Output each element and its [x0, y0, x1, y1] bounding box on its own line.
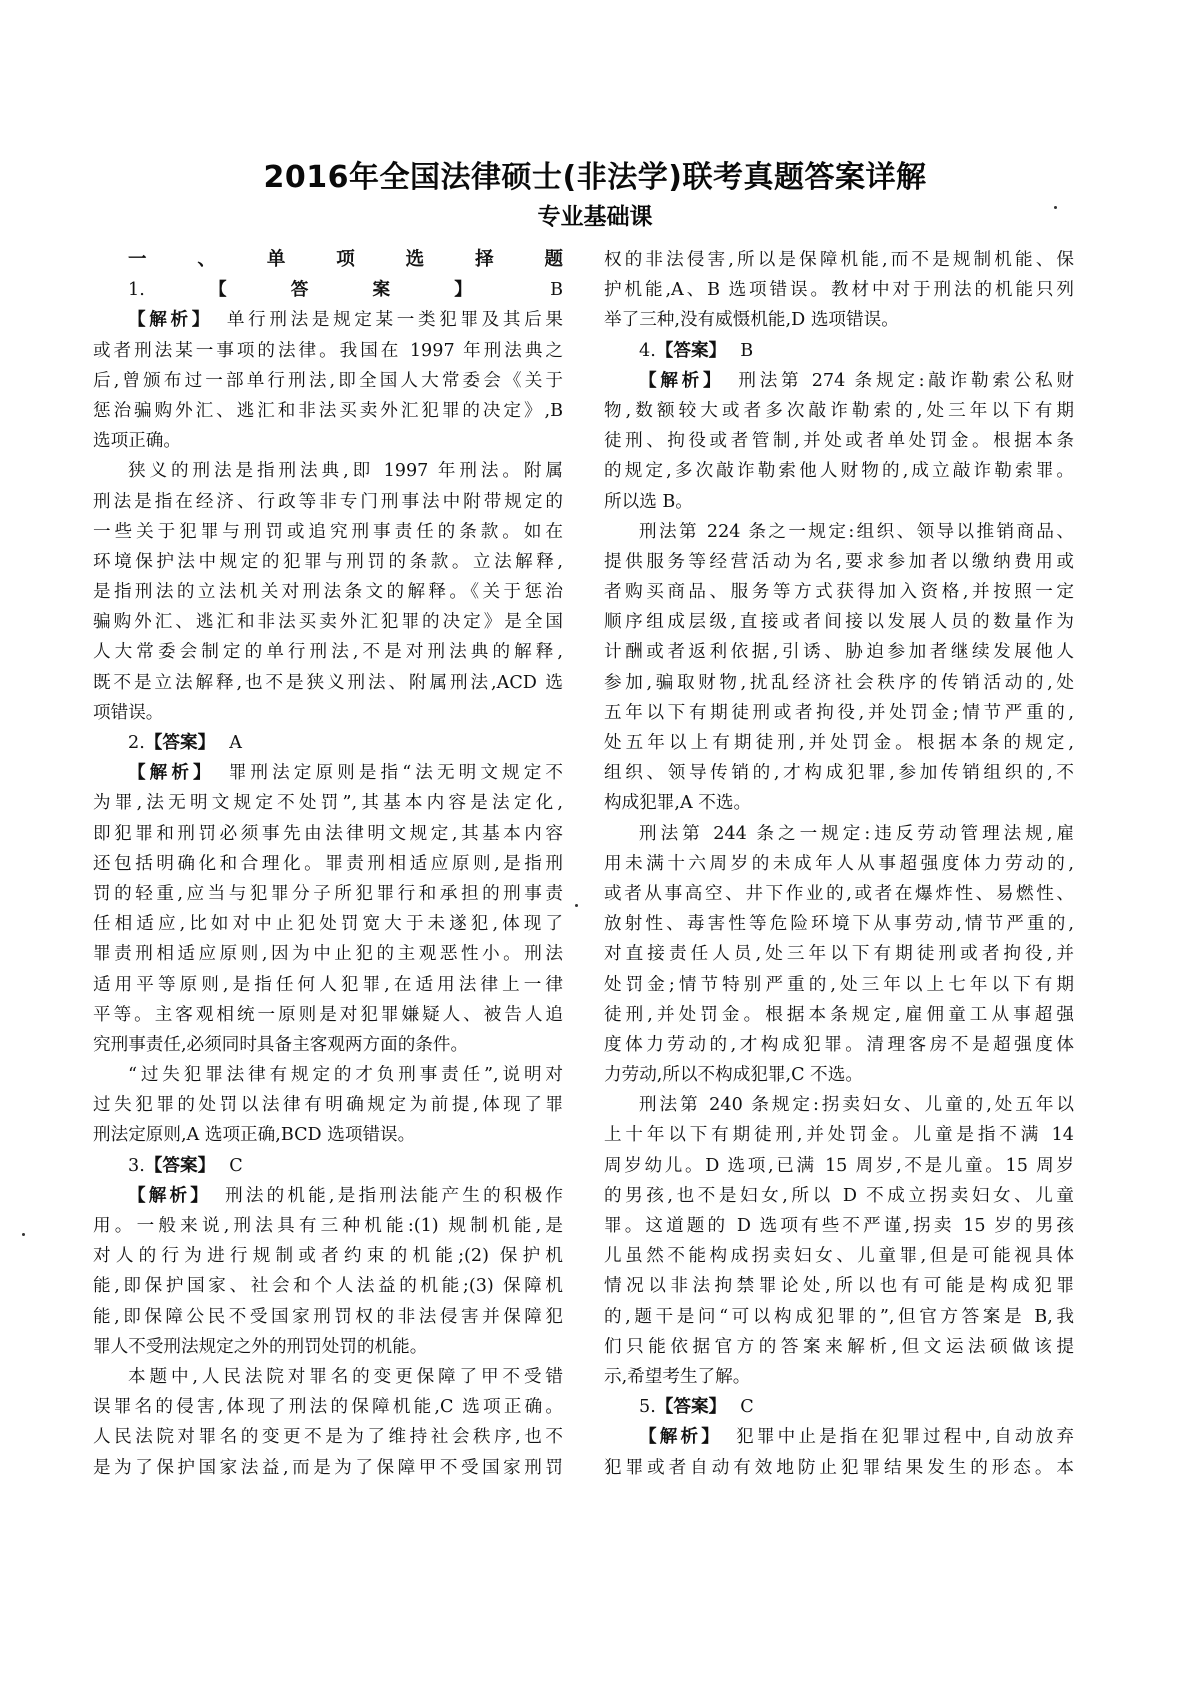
text-line: 的男孩,也不是妇女,所以 D 不成立拐卖妇女、儿童: [604, 1185, 1074, 1206]
right-column: [604, 245, 1074, 1483]
text: 单行刑法是规定某一类犯罪及其后果: [226, 310, 563, 331]
text: 刑法的机能,是指刑法能产生的积极作: [225, 1185, 563, 1206]
analysis-line: [93, 1181, 563, 1211]
answer-q4: [604, 336, 1074, 366]
text-line: 构成犯罪,A 不选。: [604, 793, 752, 814]
text-line: 举了三种,没有威慑机能,D 选项错误。: [604, 310, 899, 331]
text-line: 顺序组成层级,直接或者间接以发展人员的数量作为: [604, 612, 1074, 633]
text-line: 罪。这道题的 D 选项有些不严谨,拐卖 15 岁的男孩: [604, 1216, 1074, 1236]
text-line: 计酬或者返利依据,引诱、胁迫参加者继续发展他人: [604, 642, 1074, 663]
text-line: 处罚金;情节特别严重的,处三年以上七年以下有期: [604, 974, 1074, 995]
text-line: 后,曾颁布过一部单行刑法,即全国人大常委会《关于: [93, 370, 563, 391]
text-line: 或者从事高空、井下作业的,或者在爆炸性、易燃性、: [604, 883, 1074, 904]
text-line: 用。一般来说,刑法具有三种机能:(1) 规制机能,是: [93, 1216, 563, 1236]
text-line: 犯罪或者自动有效地防止犯罪结果发生的形态。本: [604, 1457, 1074, 1478]
text-line: 对人的行为进行规制或者约束的机能;(2) 保护机: [93, 1246, 563, 1267]
text-line: 五年以下有期徒刑或者拘役,并处罚金;情节严重的,: [604, 702, 1074, 723]
answer-q1: [93, 275, 563, 305]
text-line: 人大常委会制定的单行刑法,不是对刑法典的解释,: [93, 642, 563, 663]
text-line: 过失犯罪的处罚以法律有明确规定为前提,体现了罪: [93, 1095, 563, 1116]
question-number: 1.: [128, 280, 145, 301]
answer-tag: 【答案】: [144, 1155, 216, 1176]
text-line: 罪责刑相适应原则,因为中止犯的主观恶性小。刑法: [93, 944, 563, 965]
text-line: 提供服务等经营活动为名,要求参加者以缴纳费用或: [604, 551, 1074, 572]
text-line: 护机能,A、B 选项错误。教材中对于刑法的机能只列: [604, 280, 1074, 301]
answer-q2: [93, 728, 563, 758]
page-title: 2016年全国法律硕士(非法学)联考真题答案详解: [263, 160, 927, 195]
question-number: 3.: [128, 1155, 145, 1176]
text-line: 物,数额较大或者多次敲诈勒索的,处三年以下有期: [604, 400, 1074, 421]
text-line: 者购买商品、服务等方式获得加入资格,并按照一定: [604, 582, 1074, 603]
text-line: 项错误。: [93, 702, 164, 723]
text-line: 放射性、毒害性等危险环境下从事劳动,情节严重的,: [604, 914, 1074, 935]
text-line: 狭义的刑法是指刑法典,即 1997 年刑法。附属: [128, 461, 563, 482]
text-line: 一些关于犯罪与刑罚或追究刑事责任的条款。如在: [93, 521, 563, 542]
page-subtitle: 专业基础课: [537, 204, 653, 230]
text-line: 既不是立法解释,也不是狭义刑法、附属刑法,ACD 选: [93, 672, 563, 693]
text-line: 刑法第 224 条之一规定:组织、领导以推销商品、: [639, 521, 1074, 542]
analysis-line: [93, 305, 563, 335]
text-line: 为罪,法无明文规定不处罚”,其基本内容是法定化,: [93, 793, 563, 814]
text-line: “过失犯罪法律有规定的才负刑事责任”,说明对: [128, 1065, 563, 1086]
text-line: 组织、领导传销的,才构成犯罪,参加传销组织的,不: [604, 763, 1074, 784]
analysis-tag: 【解析】: [128, 763, 215, 784]
text-line: 示,希望考生了解。: [604, 1366, 751, 1387]
text-line: 用未满十六周岁的未成年人从事超强度体力劳动的,: [604, 853, 1074, 874]
text-line: 儿虽然不能构成拐卖妇女、儿童罪,但是可能视具体: [604, 1246, 1074, 1267]
text-line: 即犯罪和刑罚必须事先由法律明文规定,其基本内容: [93, 823, 563, 844]
text-line: 惩治骗购外汇、逃汇和非法买卖外汇犯罪的决定》,B: [93, 400, 563, 421]
text-line: 能,即保护国家、社会和个人法益的机能;(3) 保障机: [93, 1276, 563, 1297]
text-line: 上十年以下有期徒刑,并处罚金。儿童是指不满 14: [604, 1125, 1074, 1146]
answer-value: A: [229, 733, 242, 753]
text-line: 罚的轻重,应当与犯罪分子所犯罪行和承担的刑事责: [93, 883, 563, 904]
answer-value: C: [740, 1397, 754, 1418]
analysis-tag: 【解析】: [128, 1185, 212, 1206]
text-line: 度体力劳动的,才构成犯罪。清理客房不是超强度体: [604, 1034, 1074, 1055]
text-line: 任相适应,比如对中止犯处罚宽大于未遂犯,体现了: [93, 914, 563, 935]
text-line: 罪人不受刑法规定之外的刑罚处罚的机能。: [93, 1336, 428, 1357]
text-line: 徒刑,并处罚金。根据本条规定,雇佣童工从事超强: [604, 1004, 1074, 1025]
text-line: 的规定,多次敲诈勒索他人财物的,成立敲诈勒索罪。: [604, 461, 1074, 482]
scan-speck: [1054, 206, 1057, 209]
text-line: 选项正确。: [93, 431, 181, 452]
text-line: 是为了保护国家法益,而是为了保障甲不受国家刑罚: [93, 1457, 563, 1478]
text-line: 周岁幼儿。D 选项,已满 15 周岁,不是儿童。15 周岁: [604, 1155, 1074, 1176]
answer-value: B: [550, 280, 563, 301]
text-line: 或者刑法某一事项的法律。我国在 1997 年刑法典之: [93, 340, 563, 361]
text-line: 刑法第 244 条之一规定:违反劳动管理法规,雇: [639, 823, 1074, 844]
text-line: 的,题干是问“可以构成犯罪的”,但官方答案是 B,我: [604, 1306, 1074, 1327]
text-line: 人民法院对罪名的变更不是为了维持社会秩序,也不: [93, 1427, 563, 1448]
text-line: 能,即保障公民不受国家刑罚权的非法侵害并保障犯: [93, 1306, 563, 1327]
scan-speck: [575, 904, 578, 907]
answer-value: C: [229, 1155, 243, 1176]
text-line: 力劳动,所以不构成犯罪,C 不选。: [604, 1065, 863, 1086]
analysis-tag: 【解析】: [639, 370, 725, 391]
text-line: 对直接责任人员,处三年以下有期徒刑或者拘役,并: [604, 944, 1074, 965]
text-line: 所以选 B。: [604, 491, 693, 512]
text-line: 刑法是指在经济、行政等非专门刑事法中附带规定的: [93, 491, 563, 512]
text-line: 处五年以上有期徒刑,并处罚金。根据本条的规定,: [604, 733, 1074, 753]
text-line: 环境保护法中规定的犯罪与刑罚的条款。立法解释,: [93, 551, 563, 572]
text-line: 平等。主客观相统一原则是对犯罪嫌疑人、被告人追: [93, 1004, 563, 1025]
section-heading: 一、单项选择题: [128, 249, 563, 270]
answer-tag: 【答案】: [144, 280, 537, 301]
text-line: 误罪名的侵害,体现了刑法的保障机能,C 选项正确。: [93, 1397, 563, 1418]
question-number: 4.: [639, 340, 656, 361]
text: 刑法第 274 条规定:敲诈勒索公私财: [738, 370, 1074, 391]
text-line: 还包括明确化和合理化。罪责刑相适应原则,是指刑: [93, 853, 563, 874]
scan-speck: [22, 1233, 25, 1236]
analysis-tag: 【解析】: [128, 310, 213, 331]
answer-q5: [604, 1392, 1074, 1422]
analysis-line: [604, 1422, 1074, 1452]
text-line: 参加,骗取财物,扰乱经济社会秩序的传销活动的,处: [604, 672, 1074, 693]
text-line: 刑法定原则,A 选项正确,BCD 选项错误。: [93, 1125, 416, 1146]
text-line: 们只能依据官方的答案来解析,但文运法硕做该提: [604, 1336, 1074, 1357]
text-line: 刑法第 240 条规定:拐卖妇女、儿童的,处五年以: [639, 1095, 1074, 1116]
text-line: 骗购外汇、逃汇和非法买卖外汇犯罪的决定》是全国: [93, 612, 563, 633]
text-line: 适用平等原则,是指任何人犯罪,在适用法律上一律: [93, 974, 563, 995]
text-line: 本题中,人民法院对罪名的变更保障了甲不受错: [128, 1366, 563, 1387]
answer-tag: 【答案】: [655, 1397, 727, 1418]
text-line: 情况以非法拘禁罪论处,所以也有可能是构成犯罪: [604, 1276, 1074, 1297]
answer-q3: [93, 1151, 563, 1181]
analysis-line: [93, 758, 563, 788]
text: 罪刑法定原则是指“法无明文规定不: [228, 763, 563, 784]
answer-value: B: [740, 340, 754, 361]
text: 犯罪中止是指在犯罪过程中,自动放弃: [736, 1427, 1074, 1448]
answer-tag: 【答案】: [655, 340, 727, 361]
analysis-tag: 【解析】: [639, 1427, 723, 1448]
text-line: 是指刑法的立法机关对刑法条文的解释。《关于惩治: [93, 582, 563, 603]
text-line: 究刑事责任,必须同时具备主客观两方面的条件。: [93, 1034, 469, 1055]
text-line: 徒刑、拘役或者管制,并处或者单处罚金。根据本条: [604, 431, 1074, 452]
question-number: 2.: [128, 733, 145, 753]
left-column: [93, 245, 563, 1483]
analysis-line: [604, 366, 1074, 396]
answer-tag: 【答案】: [144, 733, 216, 753]
text-line: 权的非法侵害,所以是保障机能,而不是规制机能、保: [604, 250, 1074, 270]
question-number: 5.: [639, 1397, 656, 1418]
